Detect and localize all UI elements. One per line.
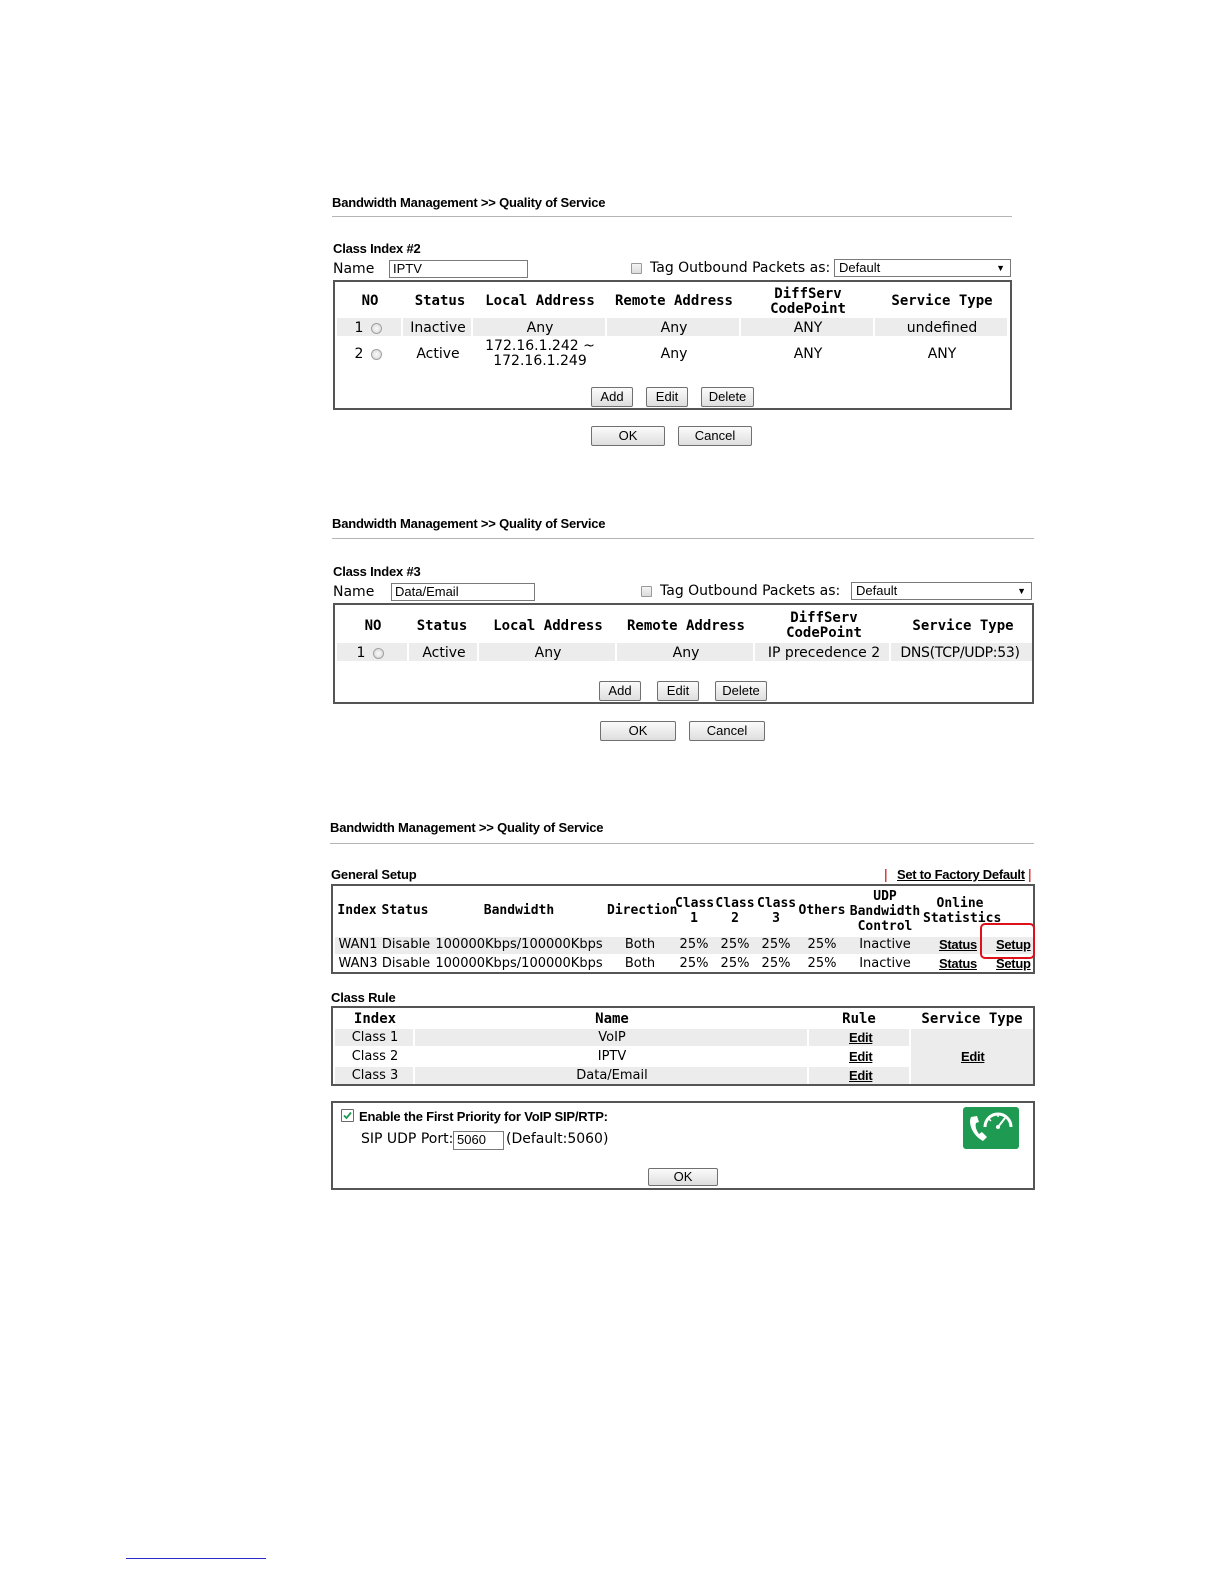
header-service-type: Service Type	[912, 618, 1014, 634]
tag-outbound-label: Tag Outbound Packets as:	[650, 260, 831, 276]
row-select-radio[interactable]	[371, 323, 382, 334]
rules-table	[333, 280, 1012, 410]
row-select-radio[interactable]	[373, 648, 384, 659]
separator: |	[1028, 866, 1032, 882]
row-status: Active	[416, 346, 460, 362]
tag-outbound-value: Default	[839, 260, 881, 275]
row-remote-address: Any	[660, 346, 688, 362]
setup-link[interactable]: Setup	[996, 937, 1031, 952]
row-status: Disable	[381, 956, 431, 971]
rules-table	[333, 603, 1034, 704]
header-status: Status	[381, 903, 429, 918]
header-codepoint: CodePoint	[786, 625, 862, 641]
cancel-button[interactable]: Cancel	[689, 721, 765, 741]
header-status: Status	[416, 618, 468, 634]
header-udp-bandwidth: Bandwidth	[849, 904, 921, 919]
name-label: Name	[333, 584, 375, 600]
phone-speedometer-graphic	[963, 1107, 1019, 1149]
name-input[interactable]: Data/Email	[391, 583, 535, 601]
delete-button[interactable]: Delete	[715, 681, 767, 701]
row-bandwidth: 100000Kbps/100000Kbps	[435, 937, 603, 952]
breadcrumb: Bandwidth Management >> Quality of Service	[332, 195, 606, 210]
header-no: NO	[364, 618, 382, 634]
row-status: Active	[422, 645, 466, 661]
header-index: Index	[337, 903, 377, 918]
header-bandwidth: Bandwidth	[483, 903, 555, 918]
status-link[interactable]: Status	[939, 937, 977, 952]
tag-outbound-select[interactable]	[851, 582, 1032, 600]
add-button[interactable]: Add	[591, 387, 633, 407]
edit-button[interactable]: Edit	[657, 681, 699, 701]
header-direction: Direction	[607, 903, 678, 918]
row-select-radio[interactable]	[371, 349, 382, 360]
ok-button[interactable]: OK	[591, 426, 665, 446]
tag-outbound-label: Tag Outbound Packets as:	[660, 583, 841, 599]
row-index: Class 2	[351, 1049, 399, 1064]
delete-button[interactable]: Delete	[701, 387, 754, 407]
sip-default-label: (Default:5060)	[506, 1131, 609, 1147]
row-service-type: DNS(TCP/UDP:53)	[900, 645, 1020, 661]
add-button[interactable]: Add	[599, 681, 641, 701]
header-udp: UDP	[873, 889, 897, 904]
row-no: 2	[354, 346, 364, 362]
row-diffserv: ANY	[793, 320, 823, 336]
row-name: Data/Email	[576, 1068, 648, 1083]
row-index: Class 1	[351, 1030, 399, 1045]
header-remote-address: Remote Address	[626, 618, 745, 634]
header-service-type: Service Type	[891, 293, 993, 309]
row-bandwidth: 100000Kbps/100000Kbps	[435, 956, 603, 971]
header-codepoint: CodePoint	[770, 301, 846, 317]
edit-button[interactable]: Edit	[646, 387, 688, 407]
row-remote-address: Any	[672, 645, 700, 661]
header-online: Online	[936, 896, 984, 911]
row-local-address-start: 172.16.1.242 ~	[485, 338, 595, 354]
tag-outbound-checkbox[interactable]	[631, 263, 642, 274]
row-name: VoIP	[598, 1030, 626, 1045]
header-class3-num: 3	[772, 911, 780, 926]
header-class1-num: 1	[690, 911, 698, 926]
header-class3: Class	[757, 896, 797, 911]
header-class2-num: 2	[731, 911, 739, 926]
ok-button[interactable]: OK	[648, 1168, 718, 1186]
tag-outbound-value: Default	[856, 583, 898, 598]
row-direction: Both	[624, 956, 656, 971]
separator: |	[884, 866, 888, 882]
header-class2: Class	[715, 896, 755, 911]
general-setup-title: General Setup	[331, 867, 417, 882]
row-class3: 25%	[761, 937, 791, 952]
divider	[330, 843, 1034, 844]
row-status: Inactive	[410, 320, 466, 336]
header-rule: Rule	[842, 1011, 876, 1027]
header-name: Name	[595, 1011, 629, 1027]
row-diffserv: ANY	[793, 346, 823, 362]
row-class2: 25%	[720, 956, 750, 971]
header-statistics: Statistics	[923, 911, 1002, 926]
row-no: 1	[354, 320, 364, 336]
header-no: NO	[361, 293, 379, 309]
ok-button[interactable]: OK	[600, 721, 676, 741]
divider	[332, 538, 1034, 539]
header-index: Index	[353, 1011, 397, 1027]
row-local-address-end: 172.16.1.249	[493, 353, 587, 369]
divider	[332, 216, 1012, 217]
voip-priority-label: Enable the First Priority for VoIP SIP/RTP:	[359, 1109, 608, 1124]
row-service-type: undefined	[906, 320, 978, 336]
row-others: 25%	[807, 937, 837, 952]
class-index-title: Class Index #2	[333, 241, 421, 256]
cell-bg	[337, 318, 401, 336]
row-class2: 25%	[720, 937, 750, 952]
cancel-button[interactable]: Cancel	[678, 426, 752, 446]
status-link[interactable]: Status	[939, 956, 977, 971]
rule-edit-link[interactable]: Edit	[849, 1049, 873, 1064]
footnote-divider	[126, 1558, 266, 1559]
set-factory-default-link[interactable]: Set to Factory Default	[897, 867, 1025, 882]
voip-priority-checkbox[interactable]	[341, 1109, 354, 1122]
rule-edit-link[interactable]: Edit	[849, 1030, 873, 1045]
breadcrumb: Bandwidth Management >> Quality of Service	[330, 820, 604, 835]
breadcrumb: Bandwidth Management >> Quality of Service	[332, 516, 606, 531]
dropdown-arrow-icon: ▼	[996, 263, 1005, 273]
header-remote-address: Remote Address	[614, 293, 733, 309]
header-class1: Class	[675, 896, 715, 911]
wan-table	[331, 884, 1035, 974]
header-local-address: Local Address	[485, 293, 595, 309]
name-label: Name	[333, 261, 375, 277]
row-local-address: Any	[534, 645, 562, 661]
header-diffserv: DiffServ	[790, 610, 858, 626]
row-class3: 25%	[761, 956, 791, 971]
row-local-address: Any	[526, 320, 554, 336]
header-udp-control: Control	[857, 919, 913, 934]
row-class1: 25%	[679, 937, 709, 952]
phone-speedometer-icon	[963, 1107, 1019, 1149]
row-name: IPTV	[597, 1049, 627, 1064]
setup-link[interactable]: Setup	[996, 956, 1031, 971]
row-diffserv: IP precedence 2	[767, 645, 881, 661]
row-direction: Both	[624, 937, 656, 952]
header-diffserv: DiffServ	[774, 286, 842, 302]
row-index: WAN1	[338, 937, 378, 952]
header-others: Others	[798, 903, 846, 918]
header-status: Status	[414, 293, 466, 309]
voip-priority-box	[331, 1101, 1035, 1190]
dropdown-arrow-icon: ▼	[1017, 586, 1026, 596]
cell-bg	[337, 643, 407, 661]
header-service-type: Service Type	[921, 1011, 1023, 1027]
row-udp-control: Inactive	[859, 937, 911, 952]
row-index: Class 3	[351, 1068, 399, 1083]
check-icon	[342, 1110, 353, 1121]
tag-outbound-checkbox[interactable]	[641, 586, 652, 597]
rule-edit-link[interactable]: Edit	[849, 1068, 873, 1083]
class-index-title: Class Index #3	[333, 564, 421, 579]
row-index: WAN3	[338, 956, 378, 971]
setup-highlight-box	[980, 923, 1035, 959]
row-remote-address: Any	[660, 320, 688, 336]
tag-outbound-select[interactable]	[834, 259, 1011, 277]
header-local-address: Local Address	[493, 618, 603, 634]
row-others: 25%	[807, 956, 837, 971]
row-status: Disable	[381, 937, 431, 952]
row-service-type: ANY	[927, 346, 957, 362]
service-type-edit-link[interactable]: Edit	[961, 1049, 985, 1064]
row-class1: 25%	[679, 956, 709, 971]
name-input[interactable]: IPTV	[389, 260, 528, 278]
row-udp-control: Inactive	[859, 956, 911, 971]
sip-port-label: SIP UDP Port:	[361, 1131, 454, 1147]
sip-port-input[interactable]: 5060	[453, 1131, 504, 1150]
class-rule-table	[331, 1006, 1035, 1086]
class-rule-title: Class Rule	[331, 990, 396, 1005]
row-no: 1	[356, 645, 366, 661]
